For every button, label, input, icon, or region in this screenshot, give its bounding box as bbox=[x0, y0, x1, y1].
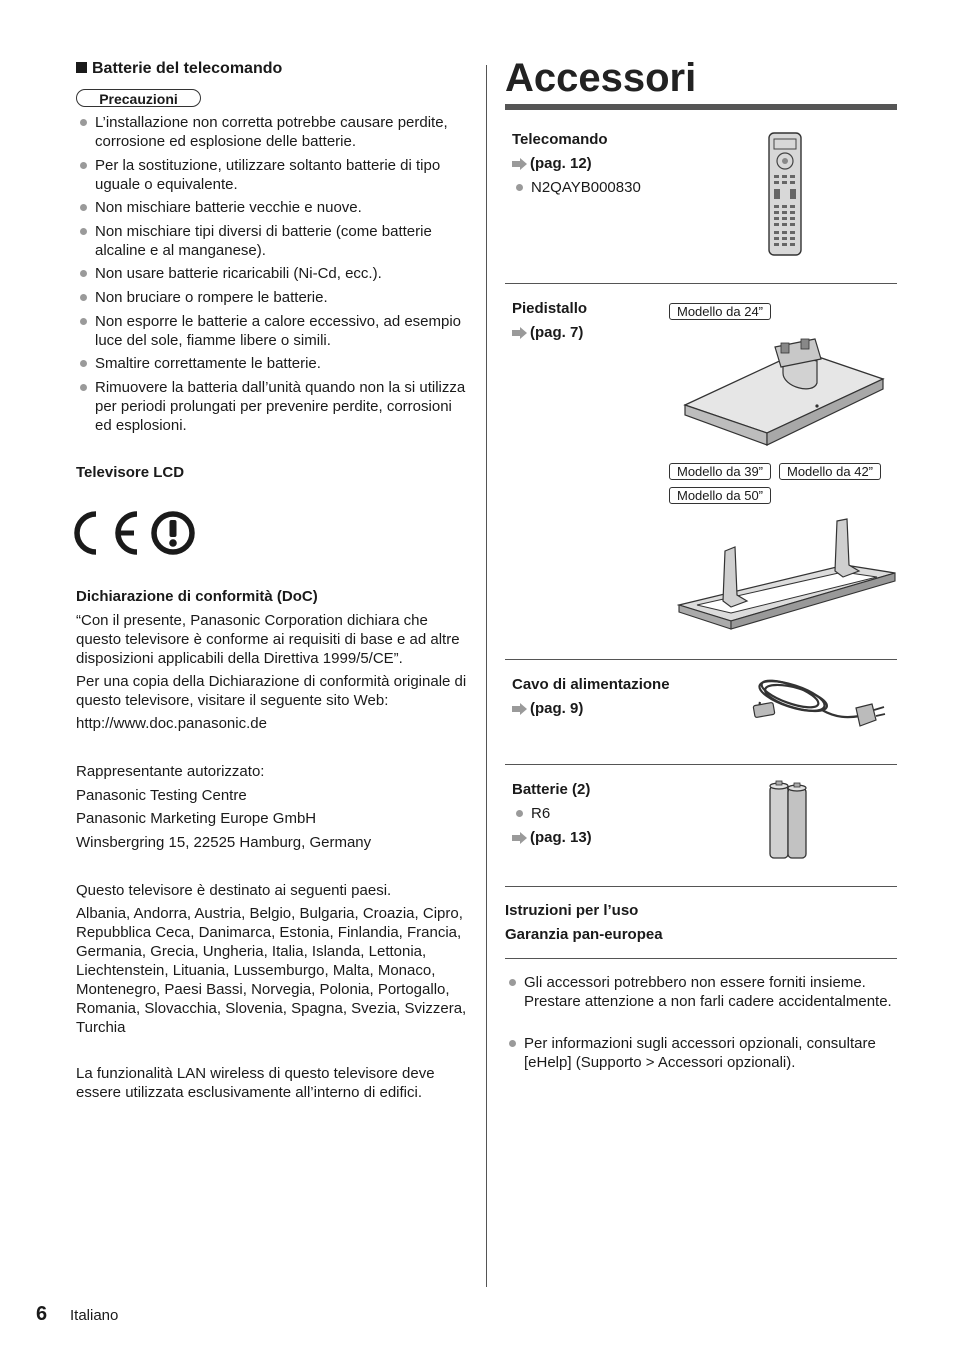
ce-mark-icon bbox=[74, 510, 198, 556]
section-divider bbox=[505, 958, 897, 959]
page-number: 6 bbox=[36, 1303, 48, 1325]
rep-line: Winsbergring 15, 22525 Hamburg, Germany bbox=[76, 834, 372, 851]
note-item: Gli accessori potrebbero non essere forniti insieme. Prestare attenzione a non farli cadere accidentalmente. bbox=[505, 973, 895, 1011]
remote-control-illustration bbox=[766, 131, 804, 257]
doc-heading: Dichiarazione di conformità (DoC) bbox=[76, 588, 318, 605]
rep-line: Rappresentante autorizzato: bbox=[76, 763, 265, 780]
battery-item: Non usare batterie ricaricabili (Ni-Cd, ecc.). bbox=[76, 264, 476, 283]
lan-note: La funzionalità LAN wireless di questo televisore deve essere utilizzata esclusivamente all’interno di edifici. bbox=[76, 1065, 435, 1101]
doc-copy-text: Per una copia della Dichiarazione di conformità originale di questo televisore, visitare il seguente sito Web: bbox=[76, 673, 467, 709]
note-item: Per informazioni sugli accessori opzionali, consultare [eHelp] (Supporto > Accessori opzionali). bbox=[505, 1034, 900, 1072]
arrow-right-icon bbox=[512, 703, 527, 715]
section-divider bbox=[505, 764, 897, 765]
stand-ref: (pag. 7) bbox=[512, 323, 583, 342]
battery-item: L’installazione non corretta potrebbe causare perdite, corrosione ed esplosione delle batterie. bbox=[76, 113, 476, 151]
bullet-icon bbox=[80, 294, 87, 301]
batteries-type: R6 bbox=[512, 804, 550, 823]
power-cable-illustration bbox=[752, 674, 886, 738]
bullet-icon bbox=[509, 979, 516, 986]
battery-item: Per la sostituzione, utilizzare soltanto batterie di tipo uguale o equivalente. bbox=[76, 156, 476, 194]
bullet-icon bbox=[80, 119, 87, 126]
bullet-icon bbox=[80, 270, 87, 277]
battery-item: Rimuovere la batteria dall’unità quando non la si utilizza per periodi prolungati per prevenire perdite, corrosioni ed esplosioni. bbox=[76, 378, 471, 435]
title-rule bbox=[505, 104, 897, 110]
model-tag-24: Modello da 24” bbox=[669, 303, 771, 320]
lcd-heading: Televisore LCD bbox=[76, 464, 185, 481]
bullet-icon bbox=[516, 810, 523, 817]
rep-line: Panasonic Marketing Europe GmbH bbox=[76, 810, 317, 827]
countries-list: Albania, Andorra, Austria, Belgio, Bulgaria, Croazia, Cipro, Repubblica Ceca, Danimarca, Estonia, Finlandia, Francia, Germania, Grecia, Ungheria, Italia, Islanda, Lettonia, Liechtenstein, Lituania, Lussemburgo, Malta, Monaco, Montenegro, Paesi Bassi, Norvegia, Polonia, Portogallo, Romania, Slovacchia, Slovenia, Spagna, Svezia, Svizzera, Turchia bbox=[76, 905, 467, 1036]
bullet-icon bbox=[80, 384, 87, 391]
section-divider bbox=[505, 283, 897, 284]
section-divider bbox=[505, 659, 897, 660]
battery-item: Non bruciare o rompere le batterie. bbox=[76, 288, 476, 307]
stand-24-illustration bbox=[683, 333, 885, 449]
bullet-icon bbox=[516, 184, 523, 191]
section-divider bbox=[505, 886, 897, 887]
doc-quote: “Con il presente, Panasonic Corporation dichiara che questo televisore è conforme ai requisiti di base e ad altre disposizioni applicabili della Direttiva 1999/5/CE”. bbox=[76, 612, 460, 667]
bullet-icon bbox=[80, 204, 87, 211]
column-divider bbox=[486, 65, 487, 1287]
precautions-label: Precauzioni bbox=[76, 89, 201, 107]
remote-model: N2QAYB000830 bbox=[512, 178, 641, 197]
bullet-icon bbox=[80, 360, 87, 367]
remote-name: Telecomando bbox=[512, 131, 608, 148]
batteries-illustration bbox=[768, 780, 810, 860]
manual-item: Istruzioni per l’uso bbox=[505, 902, 639, 919]
battery-item: Non esporre le batterie a calore eccessivo, ad esempio luce del sole, fiamme libere o simili. bbox=[76, 312, 476, 350]
model-tag-42: Modello da 42” bbox=[779, 463, 881, 480]
warranty-item: Garanzia pan-europea bbox=[505, 926, 663, 943]
model-tag-50: Modello da 50” bbox=[669, 487, 771, 504]
arrow-right-icon bbox=[512, 327, 527, 339]
bullet-icon bbox=[80, 318, 87, 325]
batteries-name: Batterie (2) bbox=[512, 781, 591, 798]
page-title: Accessori bbox=[505, 56, 697, 100]
cable-ref: (pag. 9) bbox=[512, 699, 583, 718]
stand-name: Piedistallo bbox=[512, 300, 588, 317]
footer-language: Italiano bbox=[70, 1307, 119, 1324]
battery-item: Smaltire correttamente le batterie. bbox=[76, 354, 476, 373]
stand-large-illustration bbox=[677, 517, 897, 635]
battery-item: Non mischiare batterie vecchie e nuove. bbox=[76, 198, 476, 217]
arrow-right-icon bbox=[512, 832, 527, 844]
batteries-ref: (pag. 13) bbox=[512, 828, 592, 847]
battery-section-heading: Batterie del telecomando bbox=[76, 59, 282, 79]
bullet-icon bbox=[80, 162, 87, 169]
countries-intro: Questo televisore è destinato ai seguenti paesi. bbox=[76, 882, 392, 899]
cable-name: Cavo di alimentazione bbox=[512, 676, 670, 693]
bullet-icon bbox=[80, 228, 87, 235]
model-tag-39: Modello da 39” bbox=[669, 463, 771, 480]
bullet-icon bbox=[509, 1040, 516, 1047]
battery-item: Non mischiare tipi diversi di batterie (come batterie alcaline e al manganese). bbox=[76, 222, 476, 260]
square-bullet-icon bbox=[76, 62, 87, 73]
doc-url: http://www.doc.panasonic.de bbox=[76, 715, 267, 732]
arrow-right-icon bbox=[512, 158, 527, 170]
remote-ref: (pag. 12) bbox=[512, 154, 592, 173]
rep-line: Panasonic Testing Centre bbox=[76, 787, 247, 804]
